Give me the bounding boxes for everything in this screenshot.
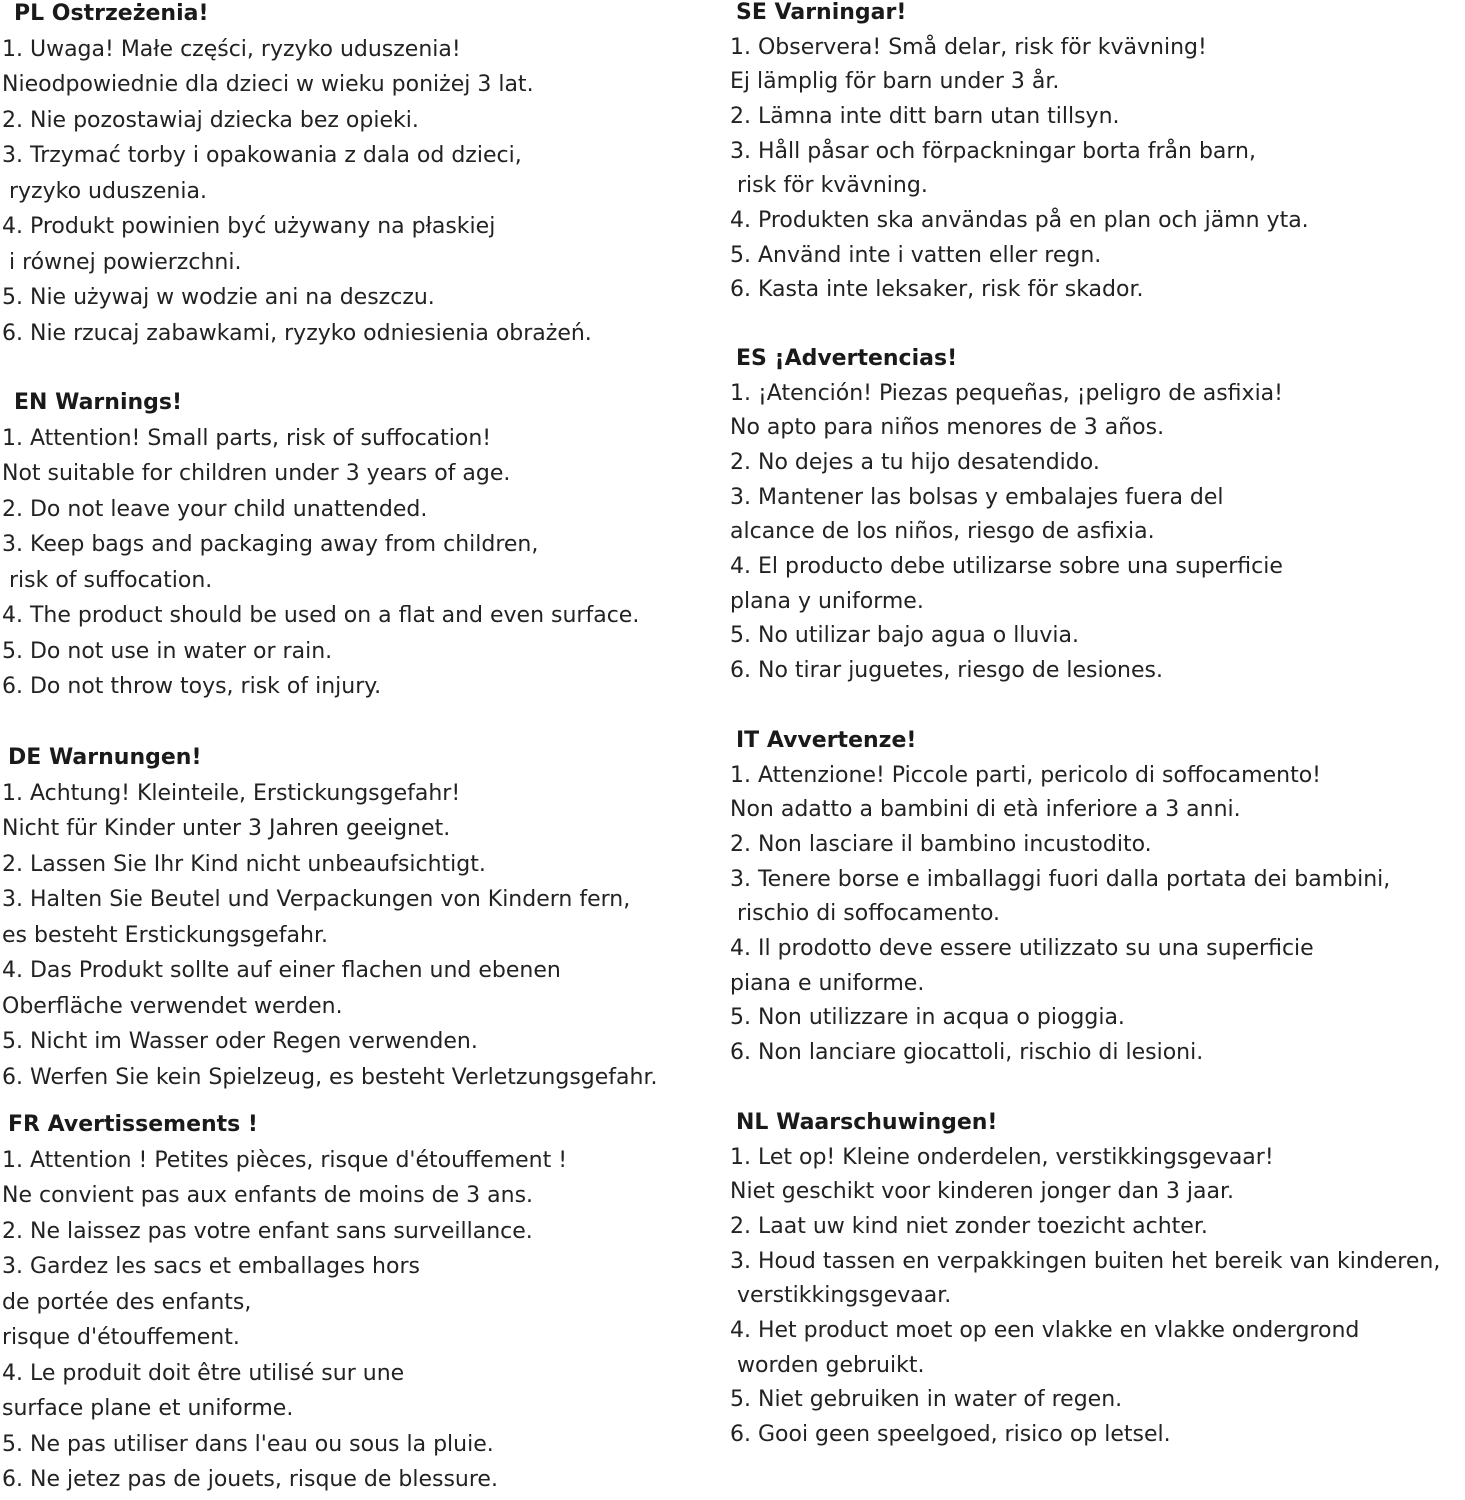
section-heading: PL Ostrzeżenia!: [14, 1, 209, 26]
warning-line: 6. Non lanciare giocattoli, rischio di lesioni.: [730, 1040, 1204, 1065]
warning-line: Ne convient pas aux enfants de moins de 3 ans.: [2, 1183, 534, 1208]
warning-line: 1. Attention! Small parts, risk of suffocation!: [2, 425, 492, 451]
warning-line: 4. El producto debe utilizarse sobre una superficie: [730, 553, 1283, 579]
warning-line: 6. No tirar juguetes, riesgo de lesiones.: [730, 658, 1163, 683]
warning-line: alcance de los niños, riesgo de asfixia.: [730, 519, 1155, 545]
warning-line: 5. Niet gebruiken in water of regen.: [730, 1387, 1123, 1413]
warning-line: 2. Non lasciare il bambino incustodito.: [730, 831, 1152, 857]
warning-section-nl: [730, 1106, 1440, 1453]
warning-line: piana e uniforme.: [730, 970, 925, 996]
warning-line: 4. Produkt powinien być używany na płaskiej: [2, 214, 496, 239]
warning-line: 1. ¡Atención! Piezas pequeñas, ¡peligro de asfixia!: [730, 380, 1283, 406]
warning-line: Nieodpowiednie dla dzieci w wieku poniżej 3 lat.: [2, 72, 534, 97]
warning-line: 1. Achtung! Kleinteile, Erstickungsgefahr!: [2, 780, 461, 806]
warning-section-en: [2, 386, 639, 705]
warning-line: 2. Do not leave your child unattended.: [2, 496, 428, 522]
warning-line: 2. Ne laissez pas votre enfant sans surveillance.: [2, 1218, 533, 1244]
warning-line: 1. Let op! Kleine onderdelen, verstikkingsgevaar!: [730, 1144, 1274, 1170]
warning-line: Nicht für Kinder unter 3 Jahren geeignet.: [2, 816, 451, 841]
warning-section-se: [730, 0, 1309, 308]
warning-line: 2. Laat uw kind niet zonder toezicht achter.: [730, 1213, 1208, 1239]
warning-line: 4. Das Produkt sollte auf einer flachen und ebenen: [2, 958, 561, 983]
warning-line: 6. Ne jetez pas de jouets, risque de blessure.: [2, 1467, 498, 1492]
warning-line: 5. Använd inte i vatten eller regn.: [730, 242, 1102, 268]
warning-line: 6. Werfen Sie kein Spielzeug, es besteht Verletzungsgefahr.: [2, 1064, 658, 1090]
warning-line: 5. Nie używaj w wodzie ani na deszczu.: [2, 285, 435, 310]
warning-line: ryzyko uduszenia.: [2, 178, 207, 204]
warning-line: Ej lämplig för barn under 3 år.: [730, 69, 1060, 95]
warning-line: i równej powierzchni.: [2, 249, 242, 275]
warning-line: 1. Attention ! Petites pièces, risque d'étouffement !: [2, 1147, 568, 1173]
warning-line: 3. Tenere borse e imballaggi fuori dalla portata dei bambini,: [730, 866, 1391, 892]
warning-line: Niet geschikt voor kinderen jonger dan 3 jaar.: [730, 1179, 1235, 1205]
warning-line: es besteht Erstickungsgefahr.: [2, 922, 328, 948]
warning-line: rischio di soffocamento.: [730, 901, 1001, 927]
warning-line: 3. Gardez les sacs et emballages hors: [2, 1254, 420, 1279]
warning-section-it: [730, 724, 1390, 1071]
warning-line: 3. Halten Sie Beutel und Verpackungen von Kindern fern,: [2, 887, 631, 912]
warning-line: 1. Observera! Små delar, risk för kvävning!: [730, 34, 1207, 60]
warning-line: de portée des enfants,: [2, 1289, 252, 1315]
warning-line: 3. Trzymać torby i opakowania z dala od dzieci,: [2, 143, 522, 168]
warning-line: 4. Produkten ska användas på en plan och jämn yta.: [730, 207, 1309, 233]
warning-line: 3. Houd tassen en verpakkingen buiten het bereik van kinderen,: [730, 1248, 1441, 1274]
warning-line: risk för kvävning.: [730, 173, 928, 199]
warning-section-pl: [2, 0, 592, 351]
warning-line: 5. No utilizar bajo agua o lluvia.: [730, 623, 1079, 649]
warning-line: 1. Uwaga! Małe części, ryzyko uduszenia!: [2, 36, 461, 62]
warning-line: 2. Lassen Sie Ihr Kind nicht unbeaufsichtigt.: [2, 851, 486, 877]
warning-line: risk of suffocation.: [2, 567, 213, 593]
section-heading: ES ¡Advertencias!: [736, 346, 958, 371]
warning-line: plana y uniforme.: [730, 588, 924, 614]
warning-line: surface plane et uniforme.: [2, 1396, 294, 1421]
warning-line: 2. Lämna inte ditt barn utan tillsyn.: [730, 103, 1120, 129]
warning-line: 5. Nicht im Wasser oder Regen verwenden.: [2, 1029, 478, 1054]
warning-line: 6. Kasta inte leksaker, risk för skador.: [730, 277, 1144, 303]
section-heading: DE Warnungen!: [8, 745, 202, 770]
warning-line: 6. Nie rzucaj zabawkami, ryzyko odniesienia obrażeń.: [2, 320, 592, 346]
warning-line: 3. Keep bags and packaging away from children,: [2, 532, 539, 557]
warning-line: 5. Ne pas utiliser dans l'eau ou sous la pluie.: [2, 1431, 494, 1457]
warning-section-de: [2, 741, 657, 1095]
section-heading: NL Waarschuwingen!: [736, 1110, 998, 1135]
warning-section-fr: [2, 1108, 567, 1498]
warning-line: Non adatto a bambini di età inferiore a 3 anni.: [730, 797, 1241, 823]
warning-line: 3. Håll påsar och förpackningar borta från barn,: [730, 138, 1256, 164]
warning-line: 3. Mantener las bolsas y embalajes fuera del: [730, 484, 1224, 510]
warning-line: 5. Non utilizzare in acqua o pioggia.: [730, 1005, 1125, 1031]
warning-line: 6. Gooi geen speelgoed, risico op letsel.: [730, 1422, 1171, 1447]
warning-line: 1. Attenzione! Piccole parti, pericolo di soffocamento!: [730, 762, 1321, 788]
warning-line: No apto para niños menores de 3 años.: [730, 415, 1165, 441]
warning-line: Oberfläche verwendet werden.: [2, 993, 343, 1019]
warning-line: 4. Le produit doit être utilisé sur une: [2, 1360, 405, 1386]
warning-line: 5. Do not use in water or rain.: [2, 638, 333, 664]
warning-section-es: [730, 342, 1283, 689]
section-heading: EN Warnings!: [14, 390, 183, 415]
section-heading: FR Avertissements !: [8, 1112, 258, 1137]
warning-line: 6. Do not throw toys, risk of injury.: [2, 674, 382, 699]
warning-line: 4. The product should be used on a flat and even surface.: [2, 603, 640, 628]
warning-line: 4. Il prodotto deve essere utilizzato su una superficie: [730, 935, 1314, 961]
warning-line: 4. Het product moet op een vlakke en vlakke ondergrond: [730, 1317, 1360, 1343]
section-heading: SE Varningar!: [736, 0, 907, 25]
warning-line: 2. No dejes a tu hijo desatendido.: [730, 449, 1100, 475]
warning-line: risque d'étouffement.: [2, 1325, 240, 1350]
warning-line: 2. Nie pozostawiaj dziecka bez opieki.: [2, 107, 419, 133]
warning-line: verstikkingsgevaar.: [730, 1283, 952, 1309]
section-heading: IT Avvertenze!: [736, 728, 917, 753]
warning-line: Not suitable for children under 3 years of age.: [2, 461, 511, 486]
warning-line: worden gebruikt.: [730, 1352, 925, 1378]
